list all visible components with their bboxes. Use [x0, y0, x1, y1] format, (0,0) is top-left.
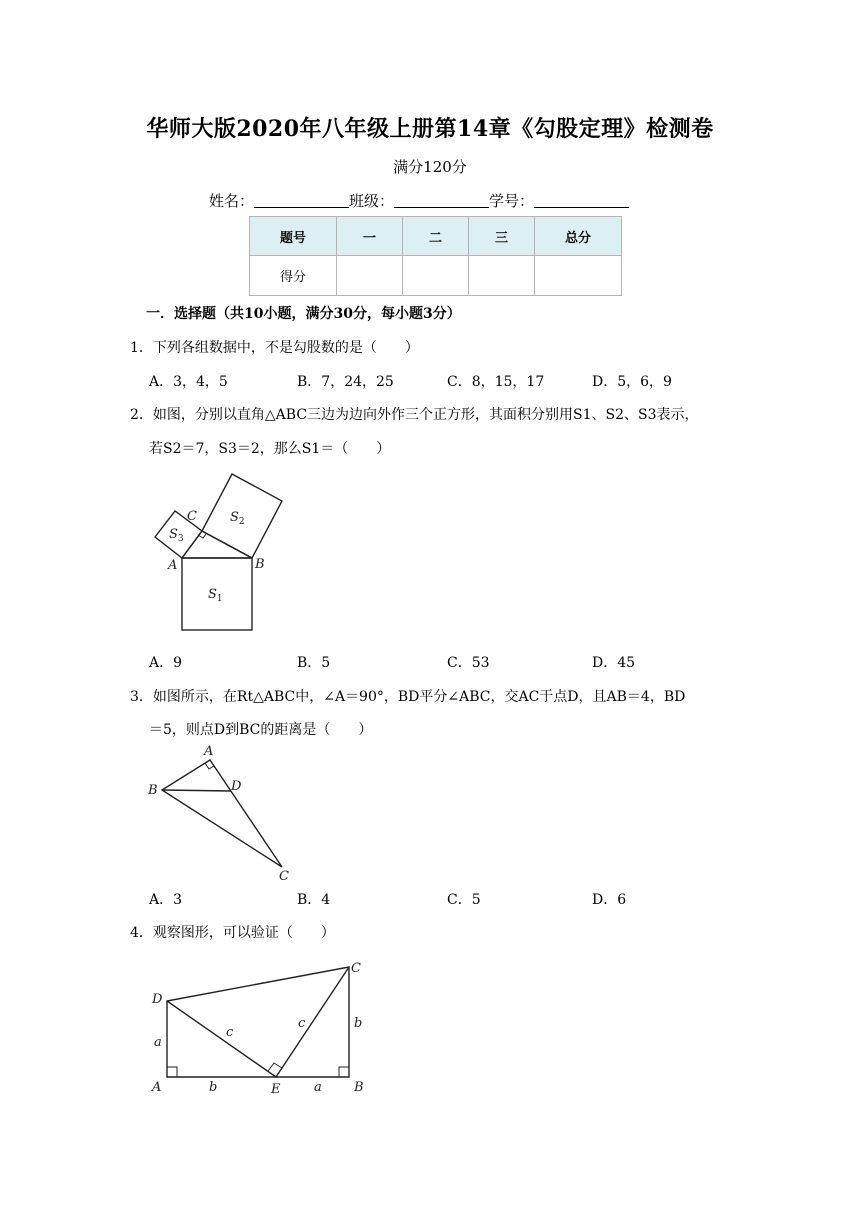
header-total: 总分 [535, 217, 622, 256]
right-angle-a [167, 1067, 177, 1077]
class-blank [394, 192, 489, 208]
question-2-line-2: 若S2＝7，S3＝2，那么S1＝（ ） [149, 441, 391, 457]
name-blank [254, 192, 349, 208]
question-1-stem: 1．下列各组数据中，不是勾股数的是（ ） [130, 340, 419, 356]
q1-option-c: C．8，15，17 [447, 374, 545, 390]
score-cell-1 [337, 256, 403, 296]
label-b: B [148, 783, 158, 798]
label-e: E [271, 1082, 281, 1097]
label-s3: $S_3$ [169, 527, 184, 544]
student-id-label: 学号： [489, 192, 535, 210]
q1-option-b: B．7，24，25 [297, 374, 394, 390]
question-4-stem: 4．观察图形，可以验证（ ） [130, 925, 335, 941]
label-a: A [168, 558, 178, 573]
question-2-line-1: 2．如图，分别以直角△ABC三边为边向外作三个正方形，其面积分别用S1、S2、S3表示， [130, 407, 699, 423]
label-side-c-ec: c [298, 1016, 306, 1031]
segment-bd [162, 790, 231, 791]
question-3-line-2: ＝5，则点D到BC的距离是（ ） [149, 722, 373, 738]
class-label: 班级： [349, 192, 395, 210]
triangle-abc [162, 760, 282, 867]
label-c: C [351, 961, 361, 976]
student-info-row [209, 190, 629, 211]
q3-triangle-figure [140, 740, 310, 885]
header-part-1: 一 [337, 217, 403, 256]
score-table-header [250, 217, 622, 256]
q3-option-b: B．4 [297, 892, 331, 908]
label-b: B [354, 1080, 364, 1095]
trapezoid-abcd [167, 967, 349, 1077]
label-s2: $S_2$ [230, 510, 245, 527]
score-cell-3 [469, 256, 535, 296]
q4-trapezoid-figure [140, 950, 380, 1100]
q3-option-c: C．5 [447, 892, 481, 908]
student-id-blank [534, 192, 629, 208]
q1-option-a: A．3，4，5 [149, 374, 228, 390]
label-a: A [204, 744, 214, 759]
q2-option-d: D．45 [592, 655, 636, 671]
label-a: A [152, 1080, 162, 1095]
page-title: 华师大版2020年八年级上册第14章《勾股定理》检测卷 [146, 116, 714, 142]
header-part-2: 二 [403, 217, 469, 256]
label-side-b-right: b [354, 1016, 363, 1031]
score-cell-total [535, 256, 622, 296]
label-side-c-de: c [226, 1025, 234, 1040]
label-b: B [255, 557, 265, 572]
label-side-a-bottom: a [314, 1080, 322, 1095]
label-d: D [152, 992, 163, 1007]
label-c: C [279, 869, 289, 884]
right-angle-b [339, 1067, 349, 1077]
score-row-label: 得分 [250, 256, 337, 296]
label-d: D [231, 779, 242, 794]
q3-option-a: A．3 [149, 892, 183, 908]
score-table [249, 216, 622, 296]
header-question-number: 题号 [250, 217, 337, 256]
q2-option-a: A．9 [149, 655, 183, 671]
name-label: 姓名： [209, 192, 255, 210]
q1-option-d: D．5，6，9 [592, 374, 672, 390]
label-c: C [187, 509, 197, 524]
q3-option-d: D．6 [592, 892, 627, 908]
triangle-abc [182, 531, 252, 558]
label-side-b-bottom: b [209, 1080, 218, 1095]
header-part-3: 三 [469, 217, 535, 256]
label-side-a-left: a [154, 1035, 162, 1050]
right-angle-e [268, 1063, 282, 1071]
section-1-heading: 一．选择题（共10小题，满分30分，每小题3分） [146, 306, 461, 322]
square-s2 [202, 474, 282, 558]
score-cell-2 [403, 256, 469, 296]
q2-option-b: B．5 [297, 655, 331, 671]
score-table-row [250, 256, 622, 296]
q2-option-c: C．53 [447, 655, 490, 671]
q2-squares-figure [140, 465, 300, 640]
full-score-label: 满分120分 [393, 158, 467, 176]
label-s1: $S_1$ [208, 587, 223, 604]
question-3-line-1: 3．如图所示，在Rt△ABC中，∠A＝90°，BD平分∠ABC，交AC于点D，且AB＝4，BD [130, 689, 686, 705]
